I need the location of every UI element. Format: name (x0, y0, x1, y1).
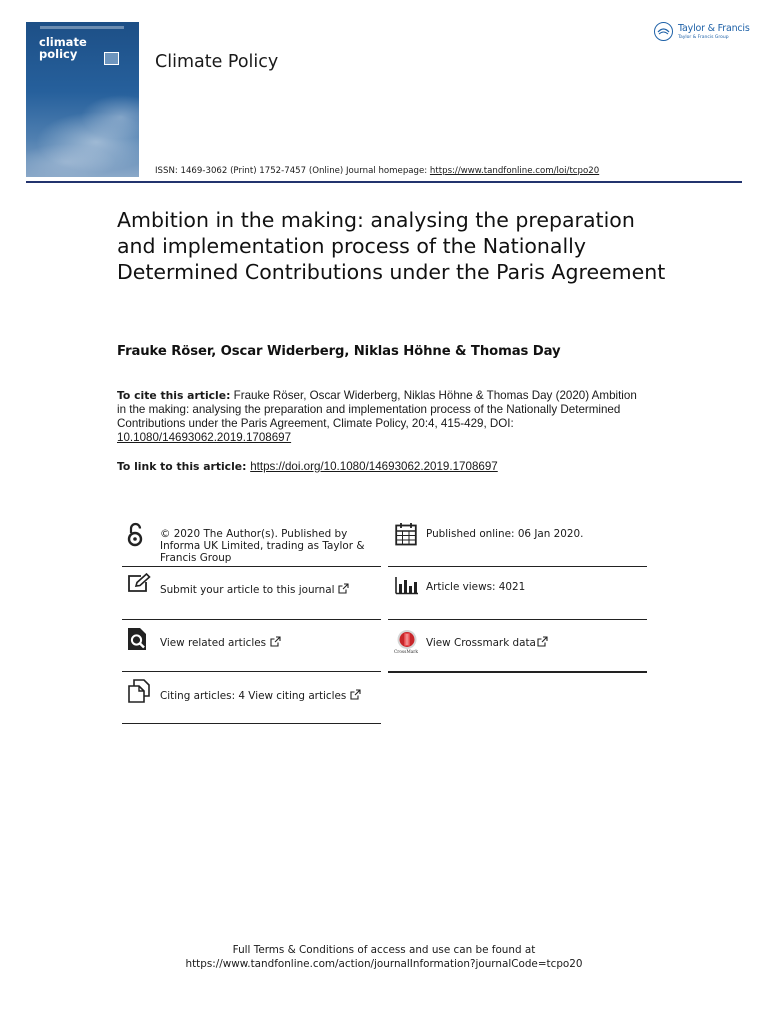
crossmark-badge-text: CrossMark (394, 650, 418, 655)
publisher-subname: Taylor & Francis Group (678, 35, 729, 40)
cover-logo-square (104, 52, 119, 65)
citation-doi-link[interactable]: 10.1080/14693062.2019.1708697 (117, 431, 292, 444)
external-link-icon (350, 689, 361, 703)
related-articles-icon (127, 627, 149, 651)
citation-text: Frauke Röser, Oscar Widerberg, Niklas Höhne & Thomas Day (2020) Ambition in the making: analysing the preparation and implementation process of the Nationally Determined Contributions under the Paris Agreement, Climate Policy, 20:4, 415-429, DOI: (117, 389, 637, 430)
submit-article-link[interactable] (160, 583, 349, 597)
citation-block (117, 389, 647, 445)
publisher-logo[interactable] (654, 22, 750, 48)
terms-url[interactable]: https://www.tandfonline.com/action/journalInformation?journalCode=tcpo20 (185, 958, 583, 970)
external-link-icon (537, 636, 548, 650)
citation-label: To cite this article: (117, 389, 231, 402)
article-link-line (117, 460, 498, 473)
citing-articles-label: Citing articles: 4 View citing articles (160, 690, 347, 702)
publisher-name: Taylor & Francis (678, 23, 750, 34)
published-date: Published online: 06 Jan 2020. (426, 528, 584, 540)
citing-articles-link[interactable] (160, 689, 361, 703)
article-title: Ambition in the making: analysing the preparation and implementation process of the Nationally Determined Contributions under the Paris Agreement (117, 208, 666, 284)
bar-chart-icon (395, 575, 419, 595)
divider (122, 671, 381, 672)
calendar-icon (395, 522, 417, 546)
citing-articles-icon (127, 679, 151, 703)
article-link-label: To link to this article: (117, 460, 251, 473)
cover-title-line1: climate (39, 35, 87, 49)
cover-title-line2: policy (39, 47, 78, 61)
article-doi-url[interactable]: https://doi.org/10.1080/14693062.2019.1708697 (250, 460, 498, 473)
related-articles-label: View related articles (160, 637, 267, 649)
terms-footer (0, 943, 768, 971)
issn-text: ISSN: 1469-3062 (Print) 1752-7457 (Online) Journal homepage: (155, 166, 430, 176)
journal-cover (26, 22, 139, 177)
publisher-logo-icon (654, 22, 673, 41)
header-rule (26, 181, 742, 183)
edit-icon (127, 573, 151, 593)
divider (388, 671, 647, 673)
article-authors: Frauke Röser, Oscar Widerberg, Niklas Höhne & Thomas Day (117, 344, 561, 359)
related-articles-link[interactable] (160, 636, 281, 650)
crossmark-label: View Crossmark data (426, 637, 536, 649)
divider (388, 619, 647, 620)
divider (122, 619, 381, 620)
divider (122, 566, 381, 567)
article-views: Article views: 4021 (426, 581, 526, 593)
divider (388, 566, 647, 567)
external-link-icon (338, 583, 349, 597)
submit-article-label: Submit your article to this journal (160, 584, 335, 596)
terms-text: Full Terms & Conditions of access and use can be found at (232, 944, 536, 956)
crossmark-icon (395, 629, 419, 655)
external-link-icon (270, 636, 281, 650)
cover-strip (40, 26, 124, 29)
journal-title: Climate Policy (155, 52, 279, 72)
journal-homepage-link[interactable]: https://www.tandfonline.com/loi/tcpo20 (429, 166, 600, 176)
issn-line (155, 166, 599, 176)
open-access-notice: © 2020 The Author(s). Published by Informa UK Limited, trading as Taylor & Francis Group (160, 528, 365, 564)
crossmark-link[interactable] (426, 636, 548, 650)
divider (122, 723, 381, 724)
open-access-icon (127, 522, 143, 548)
